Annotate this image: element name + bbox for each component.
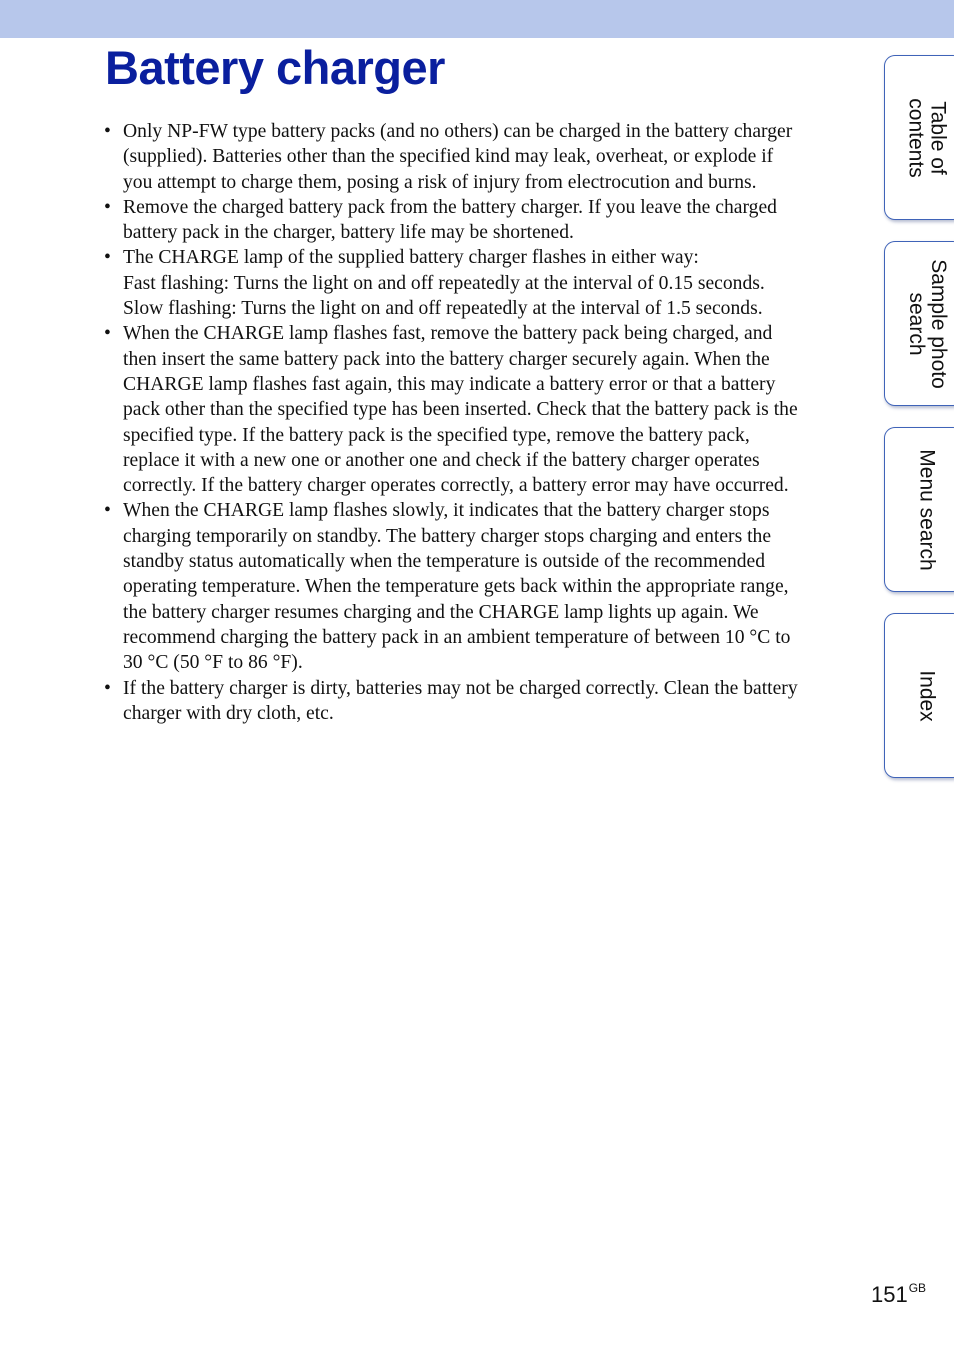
- text-line: pack other than the specified type has been inserted. Check that the battery pack is the: [123, 399, 798, 421]
- text-line: Fast flashing: Turns the light on and off repeatedly at the interval of 0.15 seconds.: [123, 272, 765, 294]
- list-item: [104, 676, 849, 727]
- bullet-icon: •: [104, 196, 111, 218]
- list-item: [104, 498, 849, 675]
- bullet-icon: •: [104, 677, 111, 699]
- bullet-list: [104, 119, 849, 726]
- text-line: you attempt to charge them, posing a risk of injury from electrocution and burns.: [123, 171, 757, 193]
- text-line: standby status automatically when the temperature is outside of the recommended: [123, 551, 766, 573]
- tab-index[interactable]: [884, 613, 954, 778]
- bullet-icon: •: [104, 121, 111, 142]
- tab-label-line: Table of: [927, 100, 951, 175]
- tab-label-line: Sample photo: [927, 258, 950, 389]
- text-line: Remove the charged battery pack from the battery charger. If you leave the charged: [123, 196, 777, 218]
- tab-label-line: Menu search: [916, 448, 939, 571]
- page-title: Battery charger: [105, 41, 445, 94]
- tab-label-line: search: [905, 291, 928, 356]
- text-line: battery pack in the charger, battery life may be shortened.: [123, 222, 574, 244]
- header-band: [0, 0, 954, 38]
- text-line: Slow flashing: Turns the light on and off repeatedly at the interval of 1.5 seconds.: [123, 298, 763, 320]
- tab-label: [905, 259, 949, 389]
- list-item: [104, 119, 849, 195]
- tab-label: [905, 98, 949, 177]
- text-line: If the battery charger is dirty, batteries may not be charged correctly. Clean the battery: [123, 677, 798, 699]
- tab-label-line: Index: [916, 669, 939, 722]
- text-line: charging temporarily on standby. The battery charger stops charging and enters the: [123, 525, 772, 547]
- tab-label-wrap: [891, 614, 954, 777]
- page-number-suffix: GB: [908, 1281, 927, 1295]
- text-line: then insert the same battery pack into the battery charger securely again. When the: [123, 348, 770, 370]
- tab-label-wrap: [891, 428, 954, 591]
- text-line: the battery charger resumes charging and the CHARGE lamp lights up again. We: [123, 601, 759, 623]
- page-number: [871, 1281, 926, 1308]
- text-line: When the CHARGE lamp flashes slowly, it indicates that the battery charger stops: [123, 500, 770, 522]
- tab-table-of-contents[interactable]: [884, 55, 954, 220]
- tab-label: [916, 670, 938, 721]
- text-line: operating temperature. When the temperature gets back within the appropriate range,: [123, 576, 789, 598]
- tab-sample-photo-search[interactable]: [884, 241, 954, 406]
- text-line: Only NP-FW type battery packs (and no others) can be charged in the battery charger: [123, 121, 793, 142]
- text-line: specified type. If the battery pack is the specified type, remove the battery pack,: [123, 424, 750, 446]
- page-number-value: 151: [871, 1282, 908, 1307]
- text-line: 30 °C (50 °F to 86 °F).: [123, 652, 303, 674]
- list-item: [104, 195, 849, 246]
- text-line: replace it with a new one or another one and check if the battery charger operates: [123, 449, 760, 471]
- text-line: (supplied). Batteries other than the specified kind may leak, overheat, or explode if: [123, 146, 774, 168]
- text-line: When the CHARGE lamp flashes fast, remove the battery pack being charged, and: [123, 323, 773, 345]
- tab-label-wrap: [891, 56, 954, 219]
- text-line: recommend charging the battery pack in an ambient temperature of between 10 °C to: [123, 626, 791, 648]
- text-line: charger with dry cloth, etc.: [123, 702, 334, 724]
- list-item: [104, 321, 849, 498]
- tab-label: [916, 449, 938, 570]
- bullet-icon: •: [104, 247, 111, 269]
- tab-label-wrap: [891, 242, 954, 405]
- bullet-icon: •: [104, 500, 111, 522]
- text-line: correctly. If the battery charger operates correctly, a battery error may have occurred.: [123, 475, 789, 497]
- list-item: [104, 245, 849, 321]
- text-line: CHARGE lamp flashes fast again, this may indicate a battery error or that a battery: [123, 373, 776, 395]
- bullet-icon: •: [104, 323, 111, 345]
- tab-menu-search[interactable]: [884, 427, 954, 592]
- tab-label-line: contents: [905, 97, 929, 178]
- text-line: The CHARGE lamp of the supplied battery charger flashes in either way:: [123, 247, 699, 269]
